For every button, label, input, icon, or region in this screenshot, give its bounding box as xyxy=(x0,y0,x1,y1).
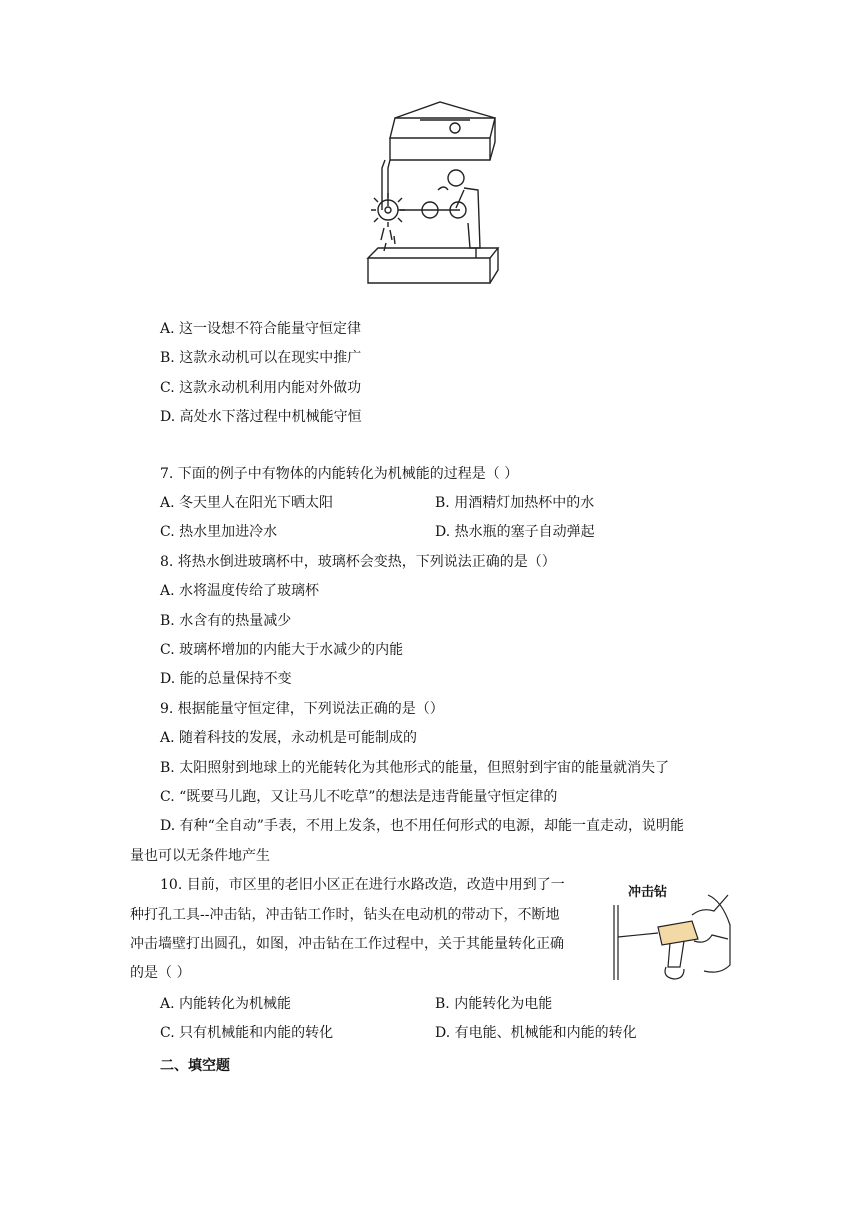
q9-option-d-line2: 量也可以无条件地产生 xyxy=(130,848,270,864)
section-title-fill-in: 二、填空题 xyxy=(160,1058,230,1074)
q7-option-d: D. 热水瓶的塞子自动弹起 xyxy=(435,524,595,540)
q6-option-d: D. 高处水下落过程中机械能守恒 xyxy=(160,409,362,425)
perpetual-motion-machine-figure xyxy=(360,98,510,288)
q10-option-d: D. 有电能、机械能和内能的转化 xyxy=(435,1025,637,1041)
q8-option-b: B. 水含有的热量减少 xyxy=(160,613,292,629)
q10-stem-line2: 种打孔工具--冲击钻，冲击钻工作时，钻头在电动机的带动下，不断地 xyxy=(130,907,560,923)
q9-option-c: C. “既要马儿跑，又让马儿不吃草”的想法是违背能量守恒定律的 xyxy=(160,789,558,805)
q10-stem-line4: 的是（ ） xyxy=(130,965,191,981)
q7-option-b: B. 用酒精灯加热杯中的水 xyxy=(435,495,595,511)
q10-option-b: B. 内能转化为电能 xyxy=(435,996,553,1012)
q7-stem: 7. 下面的例子中有物体的内能转化为机械能的过程是（ ） xyxy=(160,466,519,482)
impact-drill-figure xyxy=(612,875,732,985)
q10-stem-line1: 10. 目前，市区里的老旧小区正在进行水路改造，改造中用到了一 xyxy=(160,877,565,893)
q9-option-a: A. 随着科技的发展，永动机是可能制成的 xyxy=(160,730,418,746)
q10-option-c: C. 只有机械能和内能的转化 xyxy=(160,1025,334,1041)
q7-option-c: C. 热水里加进冷水 xyxy=(160,524,278,540)
impact-drill-label: 冲击钻 xyxy=(628,885,668,900)
q8-stem: 8. 将热水倒进玻璃杯中，玻璃杯会变热，下列说法正确的是（） xyxy=(160,554,556,570)
q6-option-b: B. 这款永动机可以在现实中推广 xyxy=(160,350,362,366)
q8-option-d: D. 能的总量保持不变 xyxy=(160,671,292,687)
q9-stem: 9. 根据能量守恒定律，下列说法正确的是（） xyxy=(160,701,444,717)
q6-option-c: C. 这款永动机利用内能对外做功 xyxy=(160,380,362,396)
q9-option-b: B. 太阳照射到地球上的光能转化为其他形式的能量，但照射到宇宙的能量就消失了 xyxy=(160,760,670,776)
q10-stem-line3: 冲击墙壁打出圆孔，如图，冲击钻在工作过程中，关于其能量转化正确 xyxy=(130,936,564,952)
q7-option-a: A. 冬天里人在阳光下晒太阳 xyxy=(160,495,334,511)
q10-option-a: A. 内能转化为机械能 xyxy=(160,996,292,1012)
q6-option-a: A. 这一设想不符合能量守恒定律 xyxy=(160,321,362,337)
q9-option-d-line1: D. 有种“全自动”手表，不用上发条，也不用任何形式的电源，却能一直走动，说明能 xyxy=(160,818,684,834)
q8-option-c: C. 玻璃杯增加的内能大于水减少的内能 xyxy=(160,642,404,658)
q8-option-a: A. 水将温度传给了玻璃杯 xyxy=(160,583,320,599)
